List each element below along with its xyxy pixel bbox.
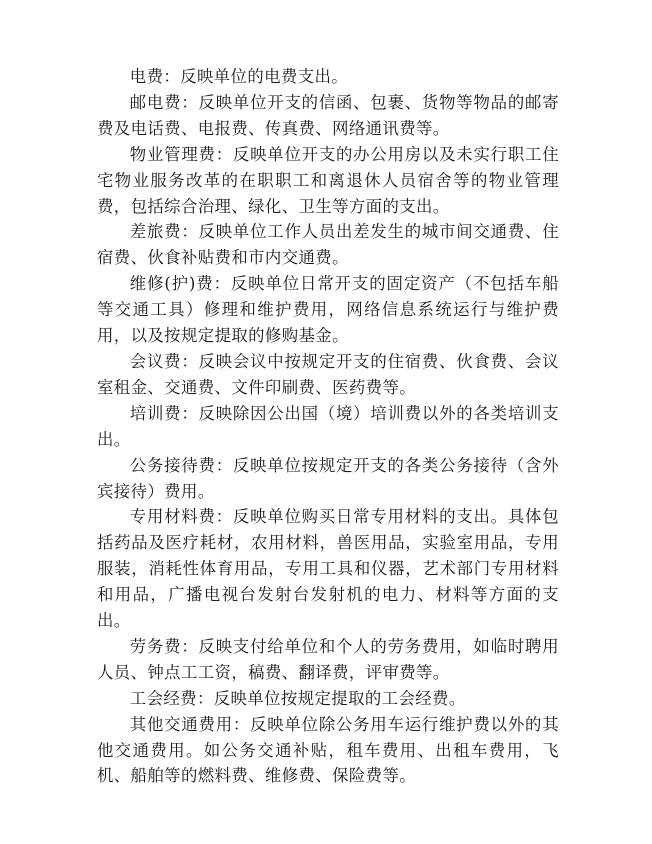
paragraph-special-materials: 专用材料费：反映单位购买日常专用材料的支出。具体包括药品及医疗耗材，农用材料，兽医用品，实验室用品，专用服装，消耗性体育用品，专用工具和仪器，艺术部门专用材料和用品，广播电视台发射台发射机的电力、材料等方面的支出。: [97, 507, 559, 631]
paragraph-meeting: 会议费：反映会议中按规定开支的住宿费、伙食费、会议室租金、交通费、文件印刷费、医药费等。: [97, 351, 559, 397]
paragraph-maintenance: 维修(护)费：反映单位日常开支的固定资产（不包括车船等交通工具）修理和维护费用，网络信息系统运行与维护费用，以及按规定提取的修购基金。: [97, 274, 559, 346]
paragraph-labor: 劳务费：反映支付给单位和个人的劳务费用，如临时聘用人员、钟点工工资，稿费、翻译费，评审费等。: [97, 636, 559, 682]
paragraph-training: 培训费：反映除因公出国（境）培训费以外的各类培训支出。: [97, 403, 559, 449]
paragraph-property-management: 物业管理费：反映单位开支的办公用房以及未实行职工住宅物业服务改革的在职职工和离退休人员宿舍等的物业管理费，包括综合治理、绿化、卫生等方面的支出。: [97, 144, 559, 216]
paragraph-postal-telecom: 邮电费：反映单位开支的信函、包裹、货物等物品的邮寄费及电话费、电报费、传真费、网络通讯费等。: [97, 92, 559, 138]
paragraph-electricity: 电费：反映单位的电费支出。: [129, 67, 349, 86]
paragraph-other-transport: 其他交通费用：反映单位除公务用车运行维护费以外的其他交通费用。如公务交通补贴，租车费用、出租车费用，飞机、船舶等的燃料费、维修费、保险费等。: [97, 714, 559, 786]
paragraph-union-fees: 工会经费：反映单位按规定提取的工会经费。: [129, 688, 466, 708]
paragraph-travel: 差旅费：反映单位工作人员出差发生的城市间交通费、住宿费、伙食补贴费和市内交通费。: [97, 222, 559, 268]
document-body: [97, 64, 559, 789]
paragraph-reception: 公务接待费：反映单位按规定开支的各类公务接待（含外宾接待）费用。: [97, 455, 559, 501]
